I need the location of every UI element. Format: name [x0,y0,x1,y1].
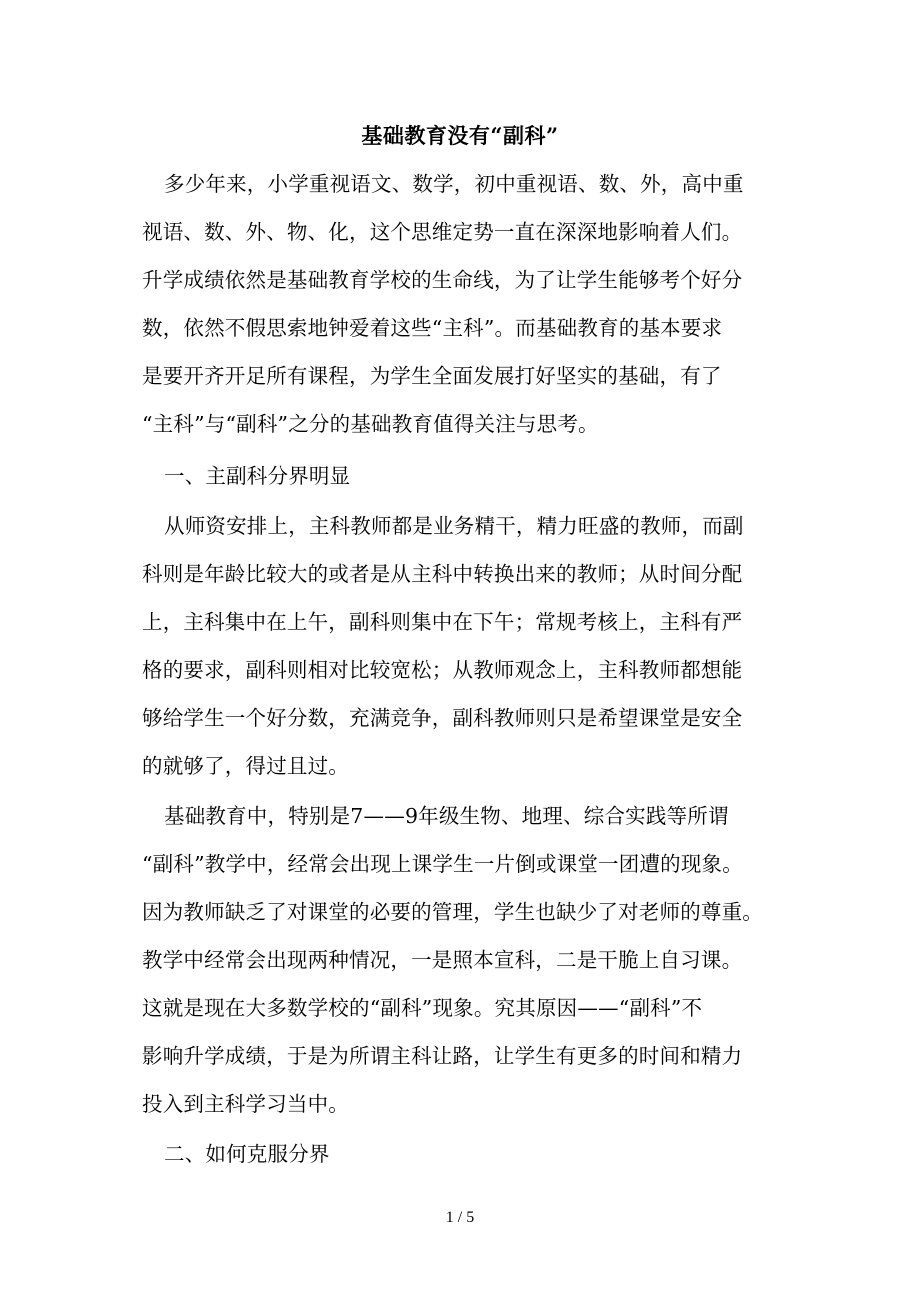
paragraph-line: 基础教育中，特别是7——9年级生物、地理、综合实践等所谓 [164,804,729,828]
paragraph-line: 够给学生一个好分数，充满竞争，副科教师则只是希望课堂是安全 [142,706,743,730]
section-heading: 二、如何克服分界 [164,1142,330,1166]
paragraph-line: 投入到主科学习当中。 [142,1092,349,1116]
paragraph-line: 的就够了，得过且过。 [142,754,349,778]
section-heading: 一、主副科分界明显 [164,464,351,488]
document-title: 基础教育没有“副科” [361,123,559,148]
paragraph-line: 科则是年龄比较大的或者是从主科中转换出来的教师；从时间分配 [142,562,743,586]
paragraph-line: 这就是现在大多数学校的“副科”现象。究其原因——“副科”不 [142,996,703,1020]
paragraph-line: 影响升学成绩，于是为所谓主科让路，让学生有更多的时间和精力 [142,1044,743,1068]
paragraph-line: 多少年来，小学重视语文、数学，初中重视语、数、外，高中重 [164,172,744,196]
paragraph-line: 数，依然不假思索地钟爱着这些“主科”。而基础教育的基本要求 [142,316,723,340]
paragraph-line: 格的要求，副科则相对比较宽松；从教师观念上，主科教师都想能 [142,658,743,682]
page-indicator: 1 / 5 [445,1209,475,1226]
paragraph-line: 上，主科集中在上午，副科则集中在下午；常规考核上，主科有严 [142,610,743,634]
paragraph-line: 视语、数、外、物、化，这个思维定势一直在深深地影响着人们。 [142,220,743,244]
paragraph-line: 是要开齐开足所有课程，为学生全面发展打好坚实的基础，有了 [142,364,722,388]
paragraph-line: “副科”教学中，经常会出现上课学生一片倒或课堂一团遭的现象。 [142,852,743,876]
paragraph-line: “主科”与“副科”之分的基础教育值得关注与思考。 [142,412,599,436]
paragraph-line: 升学成绩依然是基础教育学校的生命线，为了让学生能够考个好分 [142,268,743,292]
paragraph-line: 因为教师缺乏了对课堂的必要的管理，学生也缺少了对老师的尊重。 [142,900,763,924]
paragraph-line: 教学中经常会出现两种情况，一是照本宣科，二是干脆上自习课。 [142,948,743,972]
paragraph-line: 从师资安排上，主科教师都是业务精干，精力旺盛的教师，而副 [164,514,744,538]
